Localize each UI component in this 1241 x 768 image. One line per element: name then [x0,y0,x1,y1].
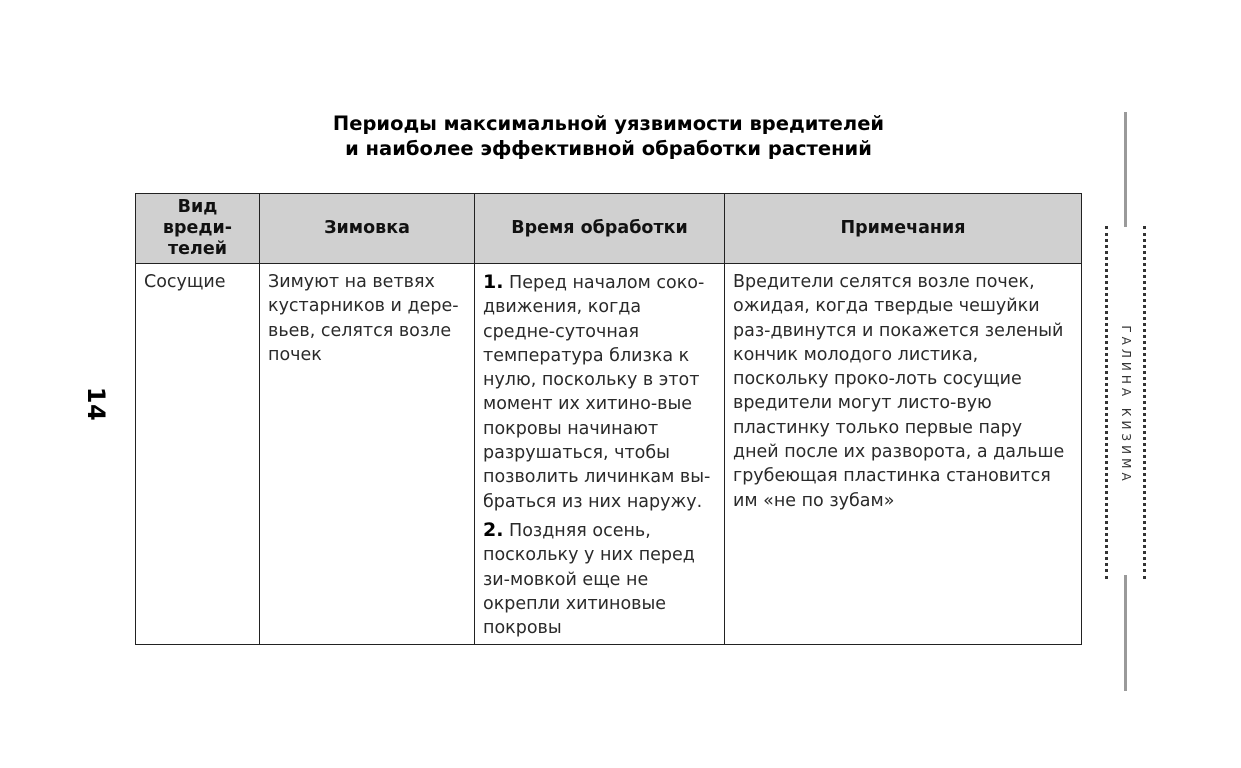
step-number: 2. [483,518,504,541]
cell-wintering: Зимуют на ветвях кустарников и дере-вьев, селятся возле почек [260,264,475,645]
table-header-row [136,194,1082,264]
header-wintering: Зимовка [260,194,475,264]
dotted-rule-left [1105,226,1108,579]
dotted-rule-right [1143,226,1146,579]
table-row [136,264,1082,645]
header-notes: Примечания [725,194,1082,264]
table-title [0,111,1217,161]
treatment-step [483,270,716,514]
cell-treatment-time [475,264,725,645]
cell-pest-type: Сосущие [136,264,260,645]
side-bar-top [1124,112,1127,227]
treatment-step [483,518,716,640]
step-text: Поздняя осень, поскольку у них перед зи-мовкой еще не окрепли хитиновые покровы [483,520,695,639]
title-line-1: Периоды максимальной уязвимости вредителей [332,112,885,135]
step-text: Перед началом соко-движения, когда средне-суточная температура близка к нулю, поскольку в этот момент их хитино-вые покровы начинают разрушаться, чтобы позволить личинкам вы-браться из них наружу. [483,273,711,512]
title-line-2: и наиболее эффективной обработки растений [345,137,872,160]
side-author-name: ГАЛИНА КИЗИМА [1119,325,1133,485]
page-number: 14 [82,386,110,422]
header-pest-type [136,194,260,264]
header-treatment-time: Время обработки [475,194,725,264]
header-pest-type-label: Вид вреди- телей [162,197,233,259]
pests-table [135,193,1082,645]
cell-notes: Вредители селятся возле почек, ожидая, когда твердые чешуйки раз-двинутся и покажется зеленый кончик молодого листика, поскольку проко-лоть сосущие вредители могут листо-вую пластинку только первые пару дней после их разворота, а дальше грубеющая пластинка становится им «не по зубам» [725,264,1082,645]
side-bar-bottom [1124,575,1127,691]
step-number: 1. [483,271,504,293]
